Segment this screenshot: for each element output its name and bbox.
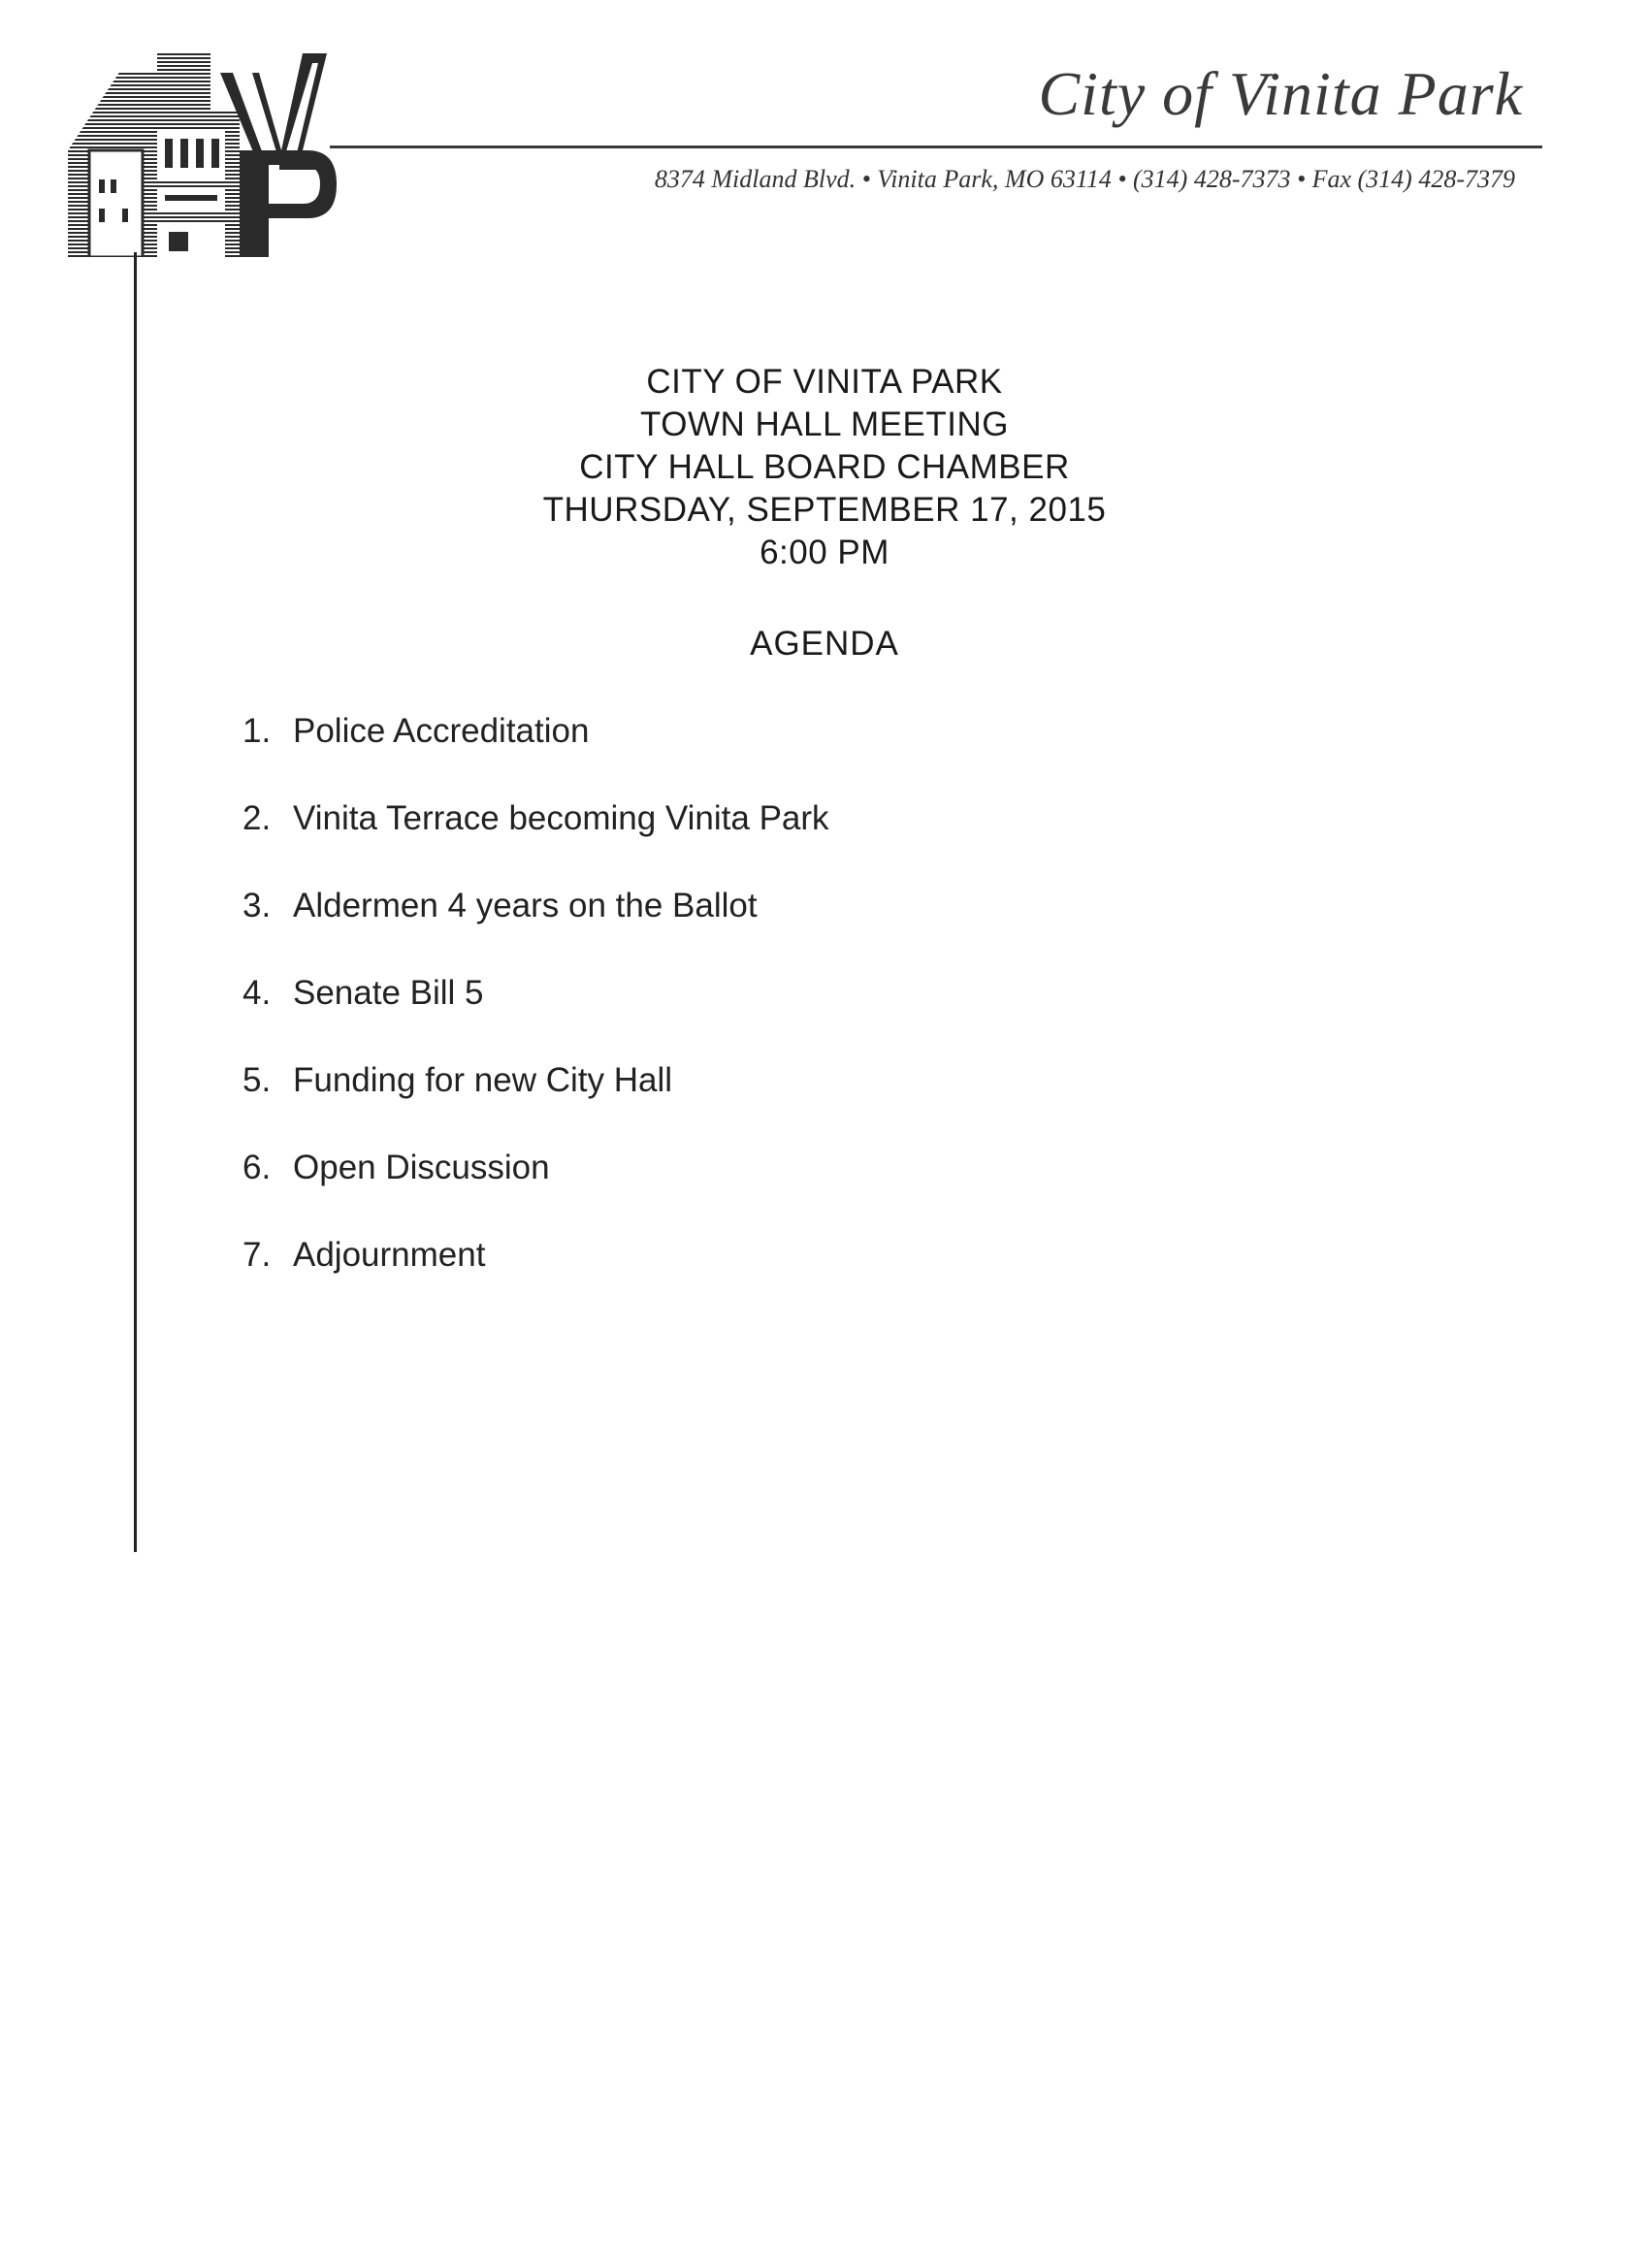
agenda-item-text: Aldermen 4 years on the Ballot — [293, 887, 758, 924]
agenda-item-text: Police Accreditation — [293, 712, 590, 750]
agenda-item — [242, 1059, 829, 1147]
agenda-item — [242, 797, 829, 885]
heading-time: 6:00 PM — [760, 534, 889, 571]
agenda-item — [242, 885, 829, 972]
city-logo — [60, 53, 343, 257]
header-divider — [330, 146, 1542, 148]
heading-city: CITY OF VINITA PARK — [646, 363, 1003, 401]
meeting-heading — [0, 361, 1649, 574]
agenda-item-text: Funding for new City Hall — [293, 1061, 672, 1099]
agenda-item-number: 5. — [242, 1061, 272, 1099]
agenda-item — [242, 710, 829, 797]
agenda-item-text: Open Discussion — [293, 1149, 550, 1186]
letterhead-address: 8374 Midland Blvd. • Vinita Park, MO 63114 • (314) 428-7373 • Fax (314) 428-7379 — [654, 165, 1515, 193]
agenda-item-number: 7. — [242, 1236, 272, 1274]
agenda-item — [242, 972, 829, 1059]
agenda-item — [242, 1147, 829, 1234]
agenda-item-text: Adjournment — [293, 1236, 486, 1274]
agenda-item — [242, 1234, 829, 1321]
heading-date: THURSDAY, SEPTEMBER 17, 2015 — [542, 491, 1107, 529]
heading-location: CITY HALL BOARD CHAMBER — [579, 448, 1070, 486]
city-seal-logo-icon — [60, 53, 343, 257]
agenda-list — [242, 710, 829, 1321]
agenda-item-number: 3. — [242, 887, 272, 924]
agenda-item-number: 6. — [242, 1149, 272, 1186]
agenda-item-number: 1. — [242, 712, 272, 750]
agenda-item-text: Vinita Terrace becoming Vinita Park — [293, 799, 829, 837]
agenda-item-text: Senate Bill 5 — [293, 974, 484, 1012]
agenda-title: AGENDA — [750, 625, 899, 663]
agenda-item-number: 2. — [242, 799, 272, 837]
letterhead-city-name: City of Vinita Park — [1038, 59, 1523, 128]
heading-meeting-type: TOWN HALL MEETING — [640, 405, 1009, 443]
agenda-item-number: 4. — [242, 974, 272, 1012]
